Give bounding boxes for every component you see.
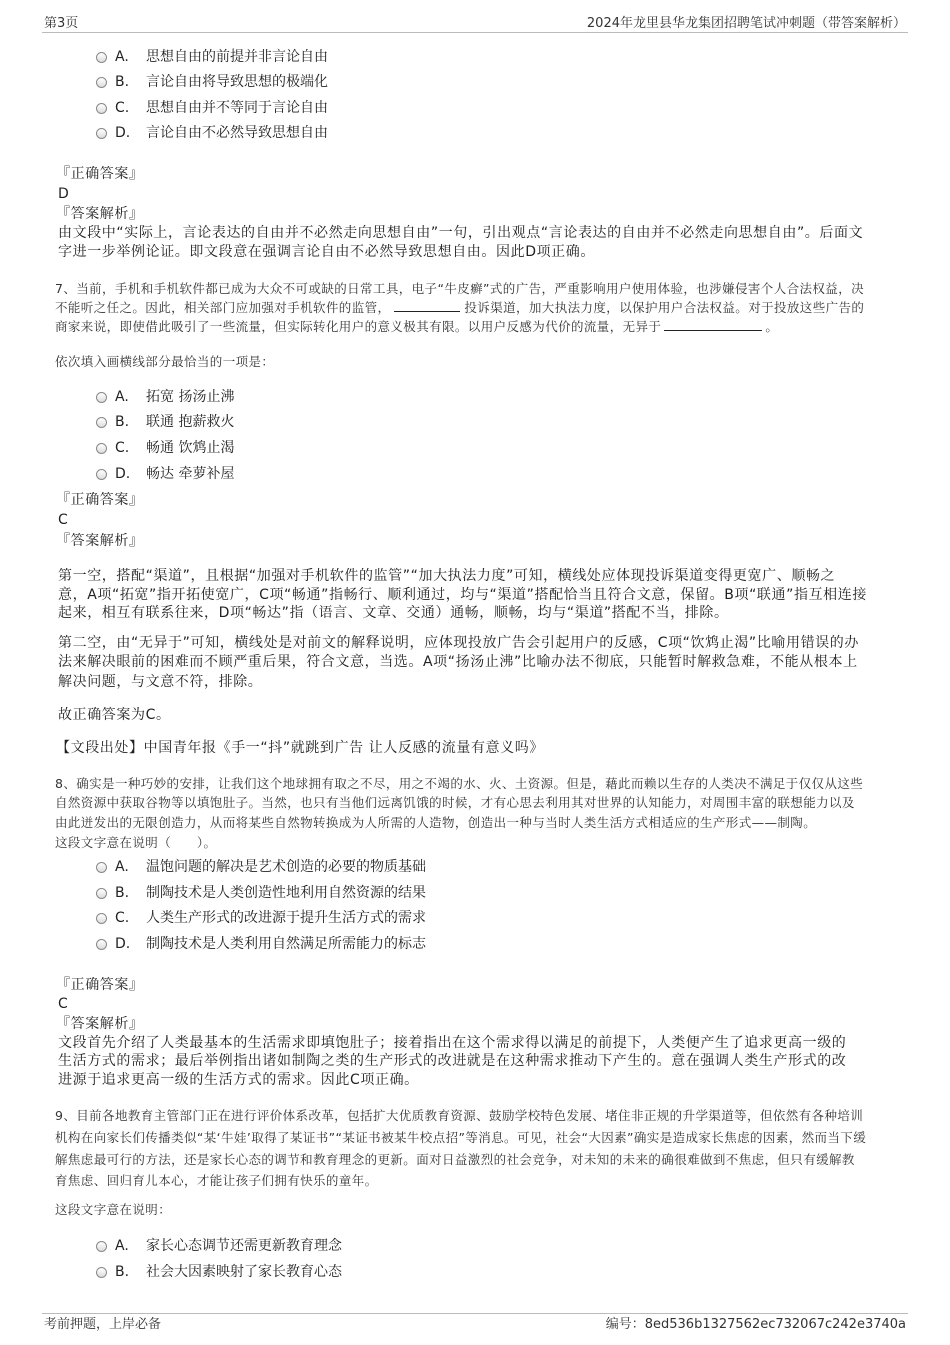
correct-answer-label: 『正确答案』 xyxy=(56,977,144,993)
option-letter: C. xyxy=(115,100,130,116)
code-value: 8ed536b1327562ec732067c242e3740a xyxy=(644,1317,906,1332)
option-letter: D. xyxy=(115,125,131,141)
fill-blank-1 xyxy=(394,299,460,312)
q7-analysis-line: 意，A项“拓宽”指开拓使宽广，C项“畅通”指畅行、顺利通过，均与“渠道”搭配恰当且符合文意，保留。B项“联通”指互相连接 xyxy=(58,587,867,603)
q6-option-b[interactable] xyxy=(96,72,328,92)
correct-answer-label: 『正确答案』 xyxy=(56,166,144,182)
radio-icon[interactable] xyxy=(96,862,107,873)
radio-icon[interactable] xyxy=(96,77,107,88)
option-text: 人类生产形式的改进源于提升生活方式的需求 xyxy=(146,910,426,926)
q7-text-line xyxy=(55,317,778,336)
analysis-label: 『答案解析』 xyxy=(56,1016,144,1032)
option-text: 言论自由不必然导致思想自由 xyxy=(146,125,328,141)
radio-icon[interactable] xyxy=(96,128,107,139)
q8-option-d[interactable] xyxy=(96,934,426,954)
option-text: 拓宽 扬汤止沸 xyxy=(146,389,235,405)
document-code xyxy=(606,1313,906,1332)
q8-analysis-line: 进源于追求更高一级的生活方式的需求。因此C项正确。 xyxy=(58,1072,419,1088)
q8-analysis-line: 文段首先介绍了人类最基本的生活需求即填饱肚子；接着指出在这个需求得以满足的前提下，人类便产生了追求更高一级的 xyxy=(58,1035,847,1051)
radio-icon[interactable] xyxy=(96,888,107,899)
option-text: 社会大因素映射了家长教育心态 xyxy=(146,1264,342,1280)
q6-option-d[interactable] xyxy=(96,123,328,143)
q7-option-c[interactable] xyxy=(96,438,234,458)
q8-text-line: 8、确实是一种巧妙的安排，让我们这个地球拥有取之不尽，用之不竭的水、火、土资源。但是，藉此而赖以生存的人类决不满足于仅仅从这些 xyxy=(55,776,864,791)
code-label: 编号： xyxy=(605,1317,645,1332)
q7-text-line: 7、当前，手机和手机软件都已成为大众不可或缺的日常工具，电子“牛皮癣”式的广告，严重影响用户使用体验，也涉嫌侵害个人合法权益，决 xyxy=(55,281,865,296)
option-letter: A. xyxy=(115,1238,129,1254)
radio-icon[interactable] xyxy=(96,939,107,950)
q9-text-line: 9、目前各地教育主管部门正在进行评价体系改革，包括扩大优质教育资源、鼓励学校特色发展、堵住非正规的升学渠道等，但依然有各种培训 xyxy=(55,1108,864,1123)
document-title: 2024年龙里县华龙集团招聘笔试冲刺题（带答案解析） xyxy=(586,16,906,31)
q7-text: 投诉渠道，加大执法力度，以保护用户合法权益。对于投放这些广告的 xyxy=(464,300,865,315)
page-number: 第3页 xyxy=(44,16,79,31)
radio-icon[interactable] xyxy=(96,103,107,114)
q8-answer: C xyxy=(58,996,69,1012)
radio-icon[interactable] xyxy=(96,1241,107,1252)
option-letter: B. xyxy=(115,74,130,90)
q7-analysis-line: 法来解决眼前的困难而不顾严重后果，符合文意，当选。A项“扬汤止沸”比喻办法不彻底，只能暂时解救急难，不能从根本上 xyxy=(58,654,858,670)
option-letter: D. xyxy=(115,936,131,952)
option-text: 温饱问题的解决是艺术创造的必要的物质基础 xyxy=(146,859,426,875)
radio-icon[interactable] xyxy=(96,52,107,63)
option-text: 思想自由的前提并非言论自由 xyxy=(146,49,328,65)
q7-analysis-line: 起来，相互有联系往来，D项“畅达”指（语言、文章、交通）通畅，顺畅，均与“渠道”搭配不当，排除。 xyxy=(58,605,729,621)
q7-analysis-line: 第一空，搭配“渠道”，且根据“加强对手机软件的监管”“加大执法力度”可知，横线处应体现投诉渠道变得更宽广、顺畅之 xyxy=(58,568,836,584)
q8-option-b[interactable] xyxy=(96,883,426,903)
q6-answer: D xyxy=(58,186,70,202)
q9-prompt: 这段文字意在说明： xyxy=(55,1202,172,1217)
q6-analysis-line: 由文段中“实际上，言论表达的自由并不必然走向思想自由”一句，引出观点“言论表达的自由并不必然走向思想自由”。后面文 xyxy=(58,225,864,241)
option-letter: A. xyxy=(115,859,129,875)
correct-answer-label: 『正确答案』 xyxy=(56,492,144,508)
option-letter: D. xyxy=(115,466,131,482)
q7-text: 不能听之任之。因此，相关部门应加强对手机软件的监管， xyxy=(55,300,391,315)
option-letter: B. xyxy=(115,414,130,430)
q9-text-line: 解焦虑最可行的方法，还是家长心态的调节和教育理念的更新。面对日益激烈的社会竞争，对未知的未来的确很难做到不焦虑，但只有缓解教 xyxy=(55,1152,855,1167)
radio-icon[interactable] xyxy=(96,417,107,428)
q7-prompt: 依次填入画横线部分最恰当的一项是： xyxy=(55,354,275,369)
option-letter: C. xyxy=(115,910,130,926)
option-text: 家长心态调节还需更新教育理念 xyxy=(146,1238,342,1254)
q6-analysis-line: 字进一步举例论证。即文段意在强调言论自由不必然导致思想自由。因此D项正确。 xyxy=(58,244,595,260)
option-text: 畅达 牵萝补屋 xyxy=(146,466,235,482)
q8-text-line: 由此迸发出的无限创造力，从而将某些自然物转换成为人所需的人造物，创造出一种与当时人类生活方式相适应的生产形式——制陶。 xyxy=(55,815,817,830)
option-letter: A. xyxy=(115,49,129,65)
q7-answer: C xyxy=(58,512,69,528)
q7-analysis-line: 解决问题，与文意不符，排除。 xyxy=(58,674,263,690)
fill-blank-2 xyxy=(664,318,762,331)
q7-option-b[interactable] xyxy=(96,412,234,432)
option-text: 思想自由并不等同于言论自由 xyxy=(146,100,328,116)
analysis-label: 『答案解析』 xyxy=(56,206,144,222)
option-text: 言论自由将导致思想的极端化 xyxy=(146,74,328,90)
header-divider xyxy=(42,32,908,33)
radio-icon[interactable] xyxy=(96,443,107,454)
q8-text-line: 自然资源中获取谷物等以填饱肚子。当然，也只有当他们远离饥饿的时候，才有心思去利用其对世界的认知能力，对周围丰富的联想能力以及 xyxy=(55,795,855,810)
q8-option-c[interactable] xyxy=(96,908,426,928)
q7-analysis-line: 第二空，由“无异于”可知，横线处是对前文的解释说明，应体现投放广告会引起用户的反感，C项“饮鸩止渴”比喻用错误的办 xyxy=(58,635,859,651)
radio-icon[interactable] xyxy=(96,1267,107,1278)
q7-conclusion: 故正确答案为C。 xyxy=(58,707,171,723)
option-letter: A. xyxy=(115,389,129,405)
option-letter: C. xyxy=(115,440,130,456)
q9-text-line: 育焦虑、回归育儿本心，才能让孩子们拥有快乐的童年。 xyxy=(55,1173,378,1188)
q7-option-d[interactable] xyxy=(96,464,234,484)
option-text: 联通 抱薪救火 xyxy=(146,414,235,430)
q9-option-a[interactable] xyxy=(96,1236,342,1256)
q6-option-a[interactable] xyxy=(96,47,328,67)
q9-text-line: 机构在向家长们传播类似“某‘牛娃’取得了某证书”“某证书被某牛校点招”等消息。可见，社会“大因素”确实是造成家长焦虑的因素，然而当下缓 xyxy=(55,1130,867,1145)
q7-text: 。 xyxy=(765,319,779,334)
q8-text-line: 这段文字意在说明（ ）。 xyxy=(55,835,217,850)
radio-icon[interactable] xyxy=(96,469,107,480)
option-text: 畅通 饮鸩止渴 xyxy=(146,440,235,456)
option-letter: B. xyxy=(115,1264,130,1280)
option-letter: B. xyxy=(115,885,130,901)
q7-text-line xyxy=(55,298,864,317)
radio-icon[interactable] xyxy=(96,392,107,403)
q7-source: 【文段出处】中国青年报《手一“抖”就跳到广告 让人反感的流量有意义吗》 xyxy=(56,740,544,756)
q6-option-c[interactable] xyxy=(96,98,328,118)
q7-text: 商家来说，即使借此吸引了一些流量，但实际转化用户的意义极其有限。以用户反感为代价的流量，无异于 xyxy=(55,319,662,334)
radio-icon[interactable] xyxy=(96,913,107,924)
q7-option-a[interactable] xyxy=(96,387,234,407)
analysis-label: 『答案解析』 xyxy=(56,533,144,549)
option-text: 制陶技术是人类创造性地利用自然资源的结果 xyxy=(146,885,426,901)
footer-slogan: 考前押题，上岸必备 xyxy=(44,1317,162,1332)
q8-analysis-line: 生活方式的需求；最后举例指出诸如制陶之类的生产形式的改进就是在这种需求推动下产生的。意在强调人类生产形式的改 xyxy=(58,1053,847,1069)
q8-option-a[interactable] xyxy=(96,857,426,877)
option-text: 制陶技术是人类利用自然满足所需能力的标志 xyxy=(146,936,426,952)
q9-option-b[interactable] xyxy=(96,1262,342,1282)
